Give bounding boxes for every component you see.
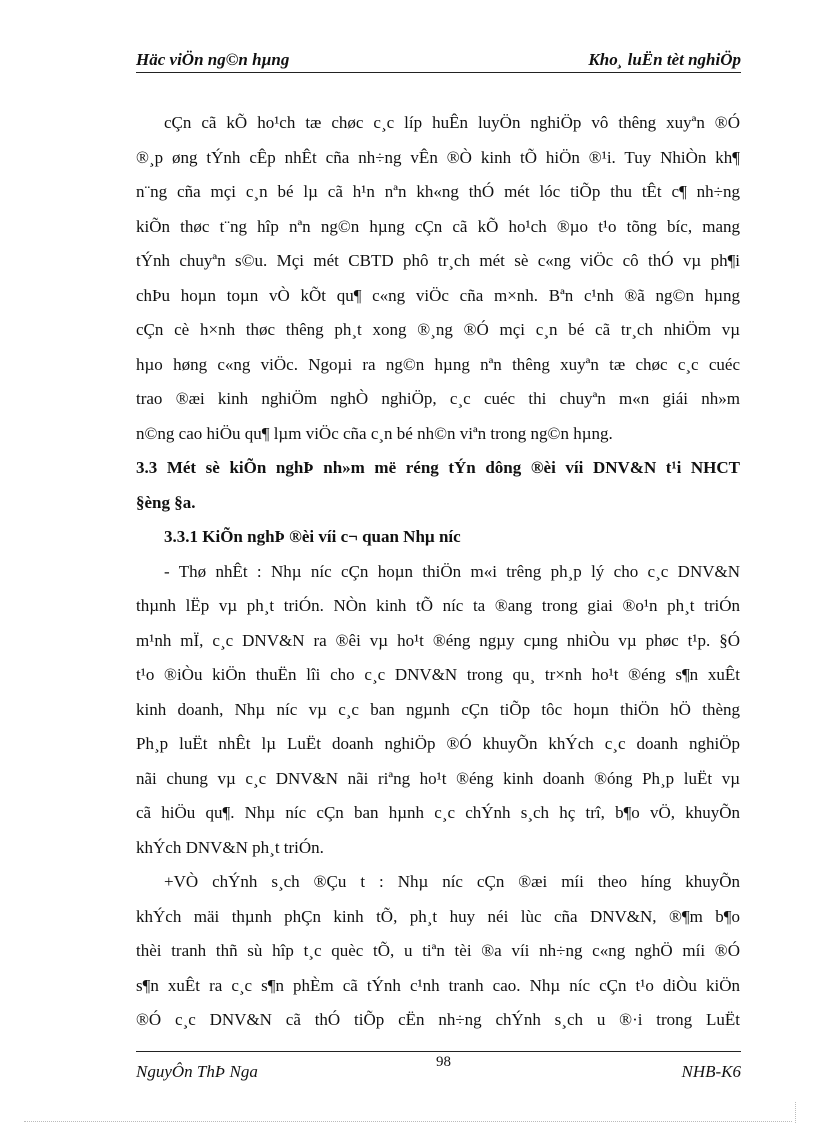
paragraph-line: khÝch mäi thµnh phÇn kinh tÕ, ph¸t huy néi lùc cña DNV&N, ®¶m b¶o bbox=[136, 906, 740, 926]
section-heading-cont: §èng §a. bbox=[136, 492, 196, 512]
page-bottom-edge bbox=[24, 1121, 792, 1122]
paragraph-line: kinh doanh, Nhµ níc vµ c¸c ban ngµnh cÇn tiÕp tôc hoµn thiÖn hÖ thèng bbox=[136, 699, 740, 719]
paragraph-line: thèi tranh thñ sù hîp t¸c quèc tÕ, u tiªn tèi ®a víi nh÷ng c«ng nghÖ míi ®Ó bbox=[136, 941, 740, 960]
paragraph-line: cÇn cã kÕ ho¹ch tæ chøc c¸c líp huÊn luyÖn nghiÖp vô thêng xuyªn ®Ó bbox=[164, 113, 740, 132]
header-left-title: Häc viÖn ng©n hµng bbox=[136, 50, 290, 69]
paragraph-line: trao ®æi kinh nghiÖm nghÒ nghiÖp, c¸c cuéc thi chuyªn m«n giái nh»m bbox=[136, 389, 740, 408]
paragraph-line: +VÒ chÝnh s¸ch ®Çu t : Nhµ níc cÇn ®æi míi theo híng khuyÕn bbox=[164, 872, 740, 891]
paragraph-line: tÝnh chuyªn s©u. Mçi mét CBTD phô tr¸ch mét sè c«ng viÖc cô thÓ vµ ph¶i bbox=[136, 251, 740, 270]
footer-class-code: NHB-K6 bbox=[681, 1062, 741, 1081]
document-body bbox=[136, 106, 740, 1038]
paragraph-line: kiÕn thøc t¨ng hîp nªn ng©n hµng cÇn cã kÕ ho¹ch ®µo t¹o tõng bíc, mang bbox=[136, 216, 740, 236]
paragraph-line: n¨ng cña mçi c¸n bé lµ cã h¹n nªn kh«ng thÓ mét lóc tiÕp thu tÊt c¶ nh÷ng bbox=[136, 182, 740, 201]
page-number: 98 bbox=[436, 1054, 451, 1070]
page-header bbox=[136, 46, 741, 73]
paragraph-line: n©ng cao hiÖu qu¶ lµm viÖc cña c¸n bé nh©n viªn trong ng©n hµng. bbox=[136, 423, 613, 443]
footer-author: NguyÔn ThÞ Nga bbox=[136, 1062, 258, 1081]
paragraph-line: khÝch DNV&N ph¸t triÓn. bbox=[136, 837, 324, 857]
page-footer bbox=[136, 1051, 741, 1080]
paragraph-line: hµo høng c«ng viÖc. Ngoµi ra ng©n hµng nªn thêng xuyªn tæ chøc c¸c cuéc bbox=[136, 354, 740, 374]
paragraph-line: chÞu hoµn toµn vÒ kÕt qu¶ c«ng viÖc cña m×nh. Bªn c¹nh ®ã ng©n hµng bbox=[136, 285, 740, 305]
paragraph-line: Ph¸p luËt nhÊt lµ LuËt doanh nghiÖp ®Ó khuyÕn khÝch c¸c doanh nghiÖp bbox=[136, 734, 740, 753]
paragraph-line: s¶n xuÊt ra c¸c s¶n phÈm cã tÝnh c¹nh tranh cao. Nhµ níc cÇn t¹o diÒu kiÖn bbox=[136, 975, 740, 995]
page-right-edge bbox=[795, 1102, 796, 1123]
paragraph-line: nãi chung vµ c¸c DNV&N nãi riªng ho¹t ®éng kinh doanh ®óng Ph¸p luËt vµ bbox=[136, 768, 740, 788]
subsection-heading: 3.3.1 KiÕn nghÞ ®èi víi c¬ quan Nhµ níc bbox=[164, 527, 461, 546]
paragraph-line: t¹o ®iÒu kiÖn thuËn lîi cho c¸c DNV&N trong qu¸ tr×nh ho¹t ®éng s¶n xuÊt bbox=[136, 665, 740, 684]
paragraph-line: cÇn cè h×nh thøc thêng ph¸t xong ®¸ng ®Ó mçi c¸n bé cã tr¸ch nhiÖm vµ bbox=[136, 320, 740, 339]
paragraph-line: cã hiÖu qu¶. Nhµ níc cÇn ban hµnh c¸c chÝnh s¸ch hç trî, b¶o vÖ, khuyÕn bbox=[136, 803, 740, 822]
paragraph-line: - Thø nhÊt : Nhµ níc cÇn hoµn thiÖn m«i trêng ph¸p lý cho c¸c DNV&N bbox=[164, 561, 740, 581]
paragraph-line: thµnh lËp vµ ph¸t triÓn. NÒn kinh tÕ níc ta ®ang trong giai ®o¹n ph¸t triÓn bbox=[136, 596, 740, 615]
paragraph-line: m¹nh mÏ, c¸c DNV&N ra ®êi vµ ho¹t ®éng ngµy cµng nhiÒu vµ phøc t¹p. §Ó bbox=[136, 630, 740, 650]
paragraph-line: ®Ó c¸c DNV&N cã thÓ tiÕp cËn nh÷ng chÝnh s¸ch u ®·i trong LuËt bbox=[136, 1010, 740, 1029]
header-right-title: Kho¸ luËn tèt nghiÖp bbox=[588, 50, 741, 69]
paragraph-line: ®¸p øng tÝnh cÊp nhÊt cña nh÷ng vÊn ®Ò kinh tÕ hiÖn ®¹i. Tuy NhiÒn kh¶ bbox=[136, 147, 740, 167]
section-heading: 3.3 Mét sè kiÕn nghÞ nh»m më réng tÝn dông ®èi víi DNV&N t¹i NHCT bbox=[136, 458, 740, 477]
